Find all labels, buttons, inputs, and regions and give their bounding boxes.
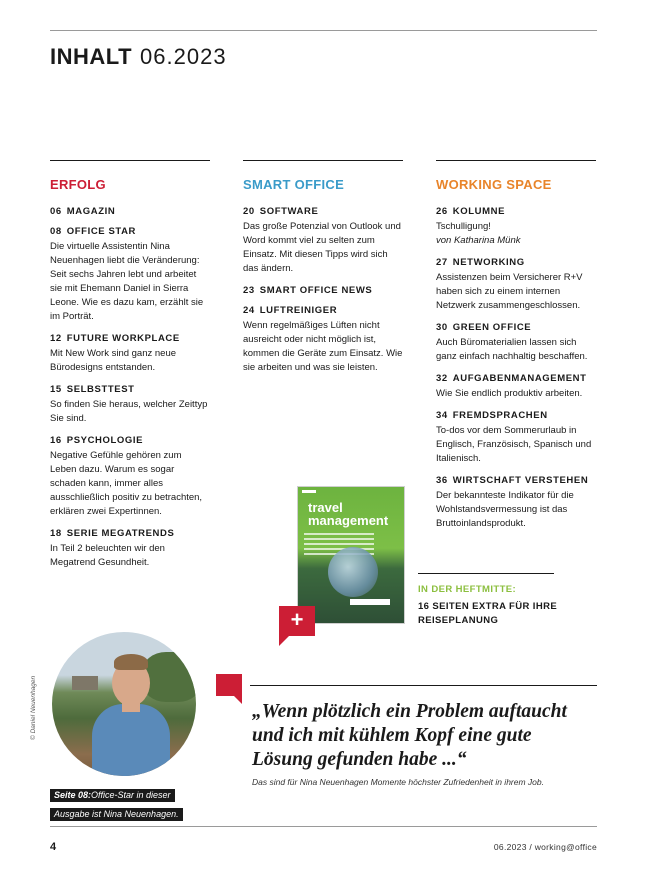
- heading-issue: 06.2023: [140, 44, 227, 69]
- toc-item[interactable]: [243, 305, 403, 375]
- cover-logo: [302, 490, 316, 493]
- item-title: SELBSTTEST: [66, 384, 135, 395]
- quote-attribution: Das sind für Nina Neuenhagen Momente höchster Zufriedenheit in ihrem Job.: [252, 777, 544, 787]
- item-number: 20: [243, 206, 255, 217]
- item-number: 06: [50, 206, 62, 217]
- toc-item[interactable]: [50, 435, 210, 519]
- item-text: Assistenzen beim Versicherer R+V haben sich zu einem internen Netzwerk zusammengeschlossen.: [436, 272, 583, 311]
- item-text: In Teil 2 beleuchten wir den Megatrend Gesundheit.: [50, 543, 165, 568]
- item-text: So finden Sie heraus, welcher Zeittyp Sie sind.: [50, 399, 208, 424]
- toc-item[interactable]: [50, 226, 210, 324]
- category-title: ERFOLG: [50, 177, 106, 192]
- item-number: 36: [436, 475, 448, 486]
- supplement-label: IN DER HEFTMITTE:: [418, 584, 517, 595]
- item-text: Wenn regelmäßiges Lüften nicht ausreicht oder nicht möglich ist, kommen die Geräte zum Einsatz. Wie sie arbeiten und was sie leisten.: [243, 320, 403, 373]
- column-working-space: [436, 160, 596, 540]
- toc-item[interactable]: [436, 475, 596, 531]
- caption-rest: Office-Star in dieser: [91, 790, 171, 800]
- item-number: 08: [50, 226, 62, 237]
- item-number: 24: [243, 305, 255, 316]
- cover-title-line2: management: [308, 513, 389, 528]
- toc-item[interactable]: [436, 206, 596, 248]
- plus-icon: +: [279, 606, 315, 636]
- item-title: FREMDSPRACHEN: [452, 410, 548, 421]
- item-title: AUFGABENMANAGEMENT: [452, 373, 587, 384]
- portrait-photo: [52, 632, 196, 776]
- caption-bold: Seite 08:: [54, 790, 92, 800]
- item-title: FUTURE WORKPLACE: [66, 333, 180, 344]
- column-smart-office: [243, 160, 403, 384]
- toc-item[interactable]: [436, 410, 596, 466]
- cover-tag: [350, 599, 390, 605]
- cover-globe-graphic: [328, 547, 378, 597]
- page-number: 4: [50, 841, 57, 853]
- pull-quote: „Wenn plötzlich ein Problem auftaucht und ich mit kühlem Kopf eine gute Lösung gefunden habe ...“: [252, 701, 567, 770]
- item-number: 27: [436, 257, 448, 268]
- item-number: 12: [50, 333, 62, 344]
- toc-item[interactable]: [243, 206, 403, 276]
- toc-item[interactable]: [436, 322, 596, 364]
- column-rule: [436, 160, 596, 161]
- item-title: LUFTREINIGER: [259, 305, 338, 316]
- item-number: 15: [50, 384, 62, 395]
- category-title: WORKING SPACE: [436, 177, 552, 192]
- toc-item[interactable]: [50, 384, 210, 426]
- column-rule: [50, 160, 210, 161]
- page-heading: [50, 44, 227, 70]
- cover-title-line1: travel: [308, 500, 343, 515]
- item-number: 16: [50, 435, 62, 446]
- item-text: To-dos vor dem Sommerurlaub in Englisch, Französisch, Spanisch und Italienisch.: [436, 425, 592, 464]
- item-title: SMART OFFICE NEWS: [259, 285, 373, 296]
- item-number: 30: [436, 322, 448, 333]
- top-rule: [50, 30, 597, 31]
- item-number: 32: [436, 373, 448, 384]
- quote-rule: [250, 685, 597, 686]
- toc-item[interactable]: [50, 333, 210, 375]
- item-text: Mit New Work sind ganz neue Bürodesigns entstanden.: [50, 348, 177, 373]
- item-title: SOFTWARE: [259, 206, 319, 217]
- item-text: Das große Potenzial von Outlook und Word kommt viel zu selten zum Einsatz. Mit diesen Tipps wird sich das ändern.: [243, 221, 401, 274]
- item-text: Die virtuelle Assistentin Nina Neuenhagen liebt die Veränderung: Seit sechs Jahren lebt und arbeitet sie mit Ehemann Daniel in Sierra Leone. Wie es dazu kam, erzählt sie im Porträt.: [50, 241, 204, 322]
- caption-line2: Ausgabe ist Nina Neuenhagen.: [50, 808, 183, 821]
- item-title: PSYCHOLOGIE: [66, 435, 144, 446]
- item-title: SERIE MEGATRENDS: [66, 528, 175, 539]
- item-number: 26: [436, 206, 448, 217]
- item-title: KOLUMNE: [452, 206, 506, 217]
- footer-issue: 06.2023 / working@office: [493, 842, 597, 852]
- cover-title: [308, 501, 388, 527]
- toc-item[interactable]: [243, 285, 403, 296]
- item-title: GREEN OFFICE: [452, 322, 532, 333]
- category-title: SMART OFFICE: [243, 177, 345, 192]
- item-text: Auch Büromaterialien lassen sich ganz einfach nachhaltig beschaffen.: [436, 337, 588, 362]
- item-title: WIRTSCHAFT VERSTEHEN: [452, 475, 589, 486]
- photo-caption: [50, 785, 183, 823]
- toc-item[interactable]: [50, 528, 210, 570]
- item-title: NETWORKING: [452, 257, 525, 268]
- item-text: Tschulligung!: [436, 221, 491, 232]
- item-number: 34: [436, 410, 448, 421]
- item-title: MAGAZIN: [66, 206, 116, 217]
- item-author: von Katharina Münk: [436, 235, 521, 246]
- footer-rule: [50, 826, 597, 827]
- item-number: 23: [243, 285, 255, 296]
- supplement-rule: [418, 573, 554, 574]
- heading-word: INHALT: [50, 44, 133, 69]
- photo-credit: © Daniel Neuenhagen: [30, 675, 37, 740]
- item-text: Negative Gefühle gehören zum Leben dazu. Warum es sogar schaden kann, immer alles ausschließlich positiv zu betrachten, erklären zwei Expertinnen.: [50, 450, 203, 517]
- item-title: OFFICE STAR: [66, 226, 137, 237]
- column-erfolg: [50, 160, 210, 579]
- item-text: Wie Sie endlich produktiv arbeiten.: [436, 388, 583, 399]
- supplement-cover-image[interactable]: [297, 486, 405, 624]
- toc-item[interactable]: [50, 206, 210, 217]
- toc-item[interactable]: [436, 373, 596, 401]
- item-text: Der bekannteste Indikator für die Wohlstandsvermessung ist das Bruttoinlandsprodukt.: [436, 490, 574, 529]
- item-number: 18: [50, 528, 62, 539]
- speech-bubble-icon: [216, 674, 242, 696]
- toc-item[interactable]: [436, 257, 596, 313]
- column-rule: [243, 160, 403, 161]
- supplement-text: 16 SEITEN EXTRA FÜR IHRE REISEPLANUNG: [418, 601, 558, 626]
